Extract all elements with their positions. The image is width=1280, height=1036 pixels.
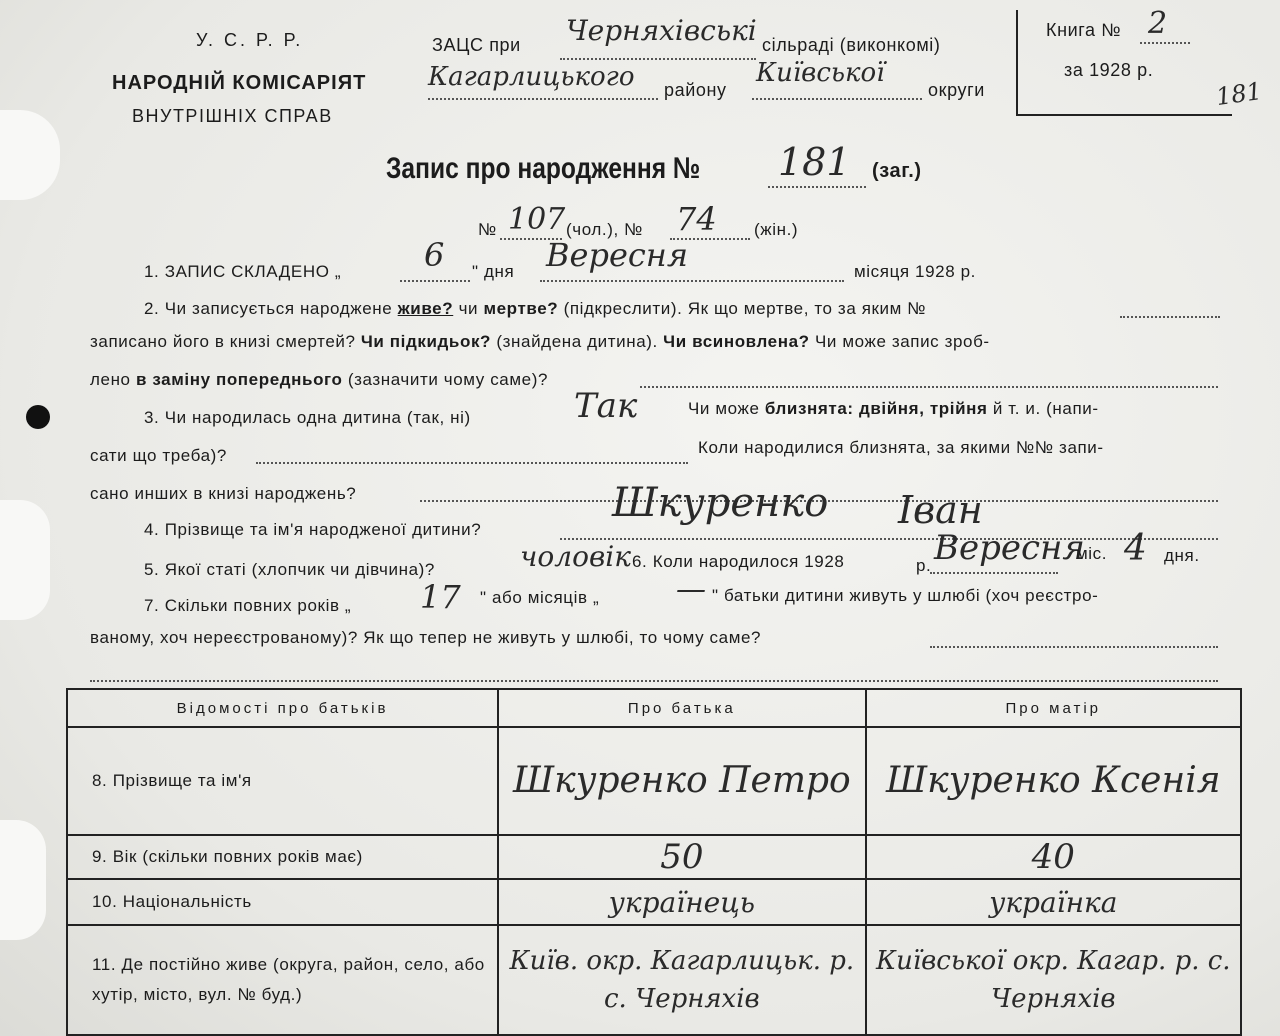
item7-line2: ваному, хоч нереєстрованому)? Як що тепер не живуть у шлюбі, то чому саме? [90, 628, 762, 647]
district-line [428, 98, 658, 100]
birth-month-line [930, 572, 1058, 574]
parents-info-table [66, 688, 1242, 1036]
item1-day-handwritten: 6 [424, 236, 445, 274]
father-nationality-handwritten: українець [498, 879, 865, 925]
item7-line3-dots [90, 680, 1218, 682]
column-header: Відомості про батьків [67, 689, 498, 727]
book-year: за 1928 р. [1064, 60, 1154, 80]
item6-dnya: дня. [1164, 546, 1200, 565]
mother-name-handwritten: Шкуренко Ксенія [866, 727, 1241, 835]
item1-label: 1. ЗАПИС СКЛАДЕНО „ [144, 262, 342, 281]
alive-option: живе? [397, 299, 454, 318]
child-sex-handwritten: чоловік [520, 540, 631, 573]
table-row [67, 727, 1241, 835]
item6-label: 6. Коли народилося 1928 [632, 552, 845, 571]
item3-line1-a: 3. Чи народилась одна дитина (так, ні) [144, 408, 471, 427]
record-number-line [768, 186, 866, 188]
item3-line2-dots [256, 462, 688, 464]
table-row [67, 835, 1241, 879]
item2-line1: 2. Чи записується народжене живе? чи мертве? (підкреслити). Як що мертве, то за яким № [144, 299, 927, 318]
item7-tail: " батьки дитини живуть у шлюбі (хоч реєстро- [712, 586, 1099, 605]
column-header: Про батька [498, 689, 865, 727]
father-name-handwritten: Шкуренко Петро [498, 727, 865, 835]
male-number-handwritten: 107 [508, 202, 566, 237]
item7-label: 7. Скільки повних років „ [144, 596, 352, 615]
item3-line1-b: Чи може близнята: двійня, трійня й т. и. (напи- [688, 399, 1099, 418]
mother-nationality-handwritten: українка [866, 879, 1241, 925]
paper-tear [0, 820, 46, 940]
district-handwritten: Кагарлицького [428, 62, 635, 92]
item1-month-handwritten: Вересня [546, 236, 689, 274]
child-surname-handwritten: Шкуренко [612, 480, 829, 526]
punch-hole [26, 405, 50, 429]
header-internal-affairs: ВНУТРІШНІХ СПРАВ [132, 106, 333, 126]
sub-number-label: № [478, 220, 497, 239]
table-header-row [67, 689, 1241, 727]
row-label: 10. Національність [67, 879, 498, 925]
book-label: Книга № [1046, 20, 1122, 40]
item5-label: 5. Якої статі (хлопчик чи дівчина)? [144, 560, 435, 579]
item1-day-line [400, 280, 470, 282]
item2-reason-line [640, 386, 1218, 388]
paper-tear [0, 500, 50, 620]
item4-label: 4. Прізвище та ім'я народженої дитини? [144, 520, 482, 539]
council-label: сільраді (виконкомі) [762, 35, 941, 55]
item3-line2-a: сати що треба)? [90, 446, 227, 465]
item7-mid: " або місяців „ [480, 588, 600, 607]
column-header: Про матір [866, 689, 1241, 727]
item2-death-line [1120, 316, 1220, 318]
table-row [67, 879, 1241, 925]
item6-r: р. [916, 556, 932, 575]
birth-month-handwritten: Вересня [934, 528, 1085, 568]
header-ussr: У. С. Р. Р. [196, 30, 304, 50]
item3-line2-b: Коли народилися близнята, за якими №№ запи- [698, 438, 1104, 457]
book-number-handwritten: 2 [1148, 6, 1168, 41]
child-name-handwritten: Іван [898, 488, 983, 532]
female-label: (жін.) [754, 220, 799, 239]
okruha-handwritten: Київської [756, 58, 885, 88]
marriage-months-handwritten: — [676, 572, 706, 607]
father-residence-handwritten: Київ. окр. Кагарлицьк. р. с. Черняхів [498, 925, 865, 1035]
okruha-label: округи [928, 80, 985, 100]
village-line [560, 58, 756, 60]
item4-line [560, 538, 1218, 540]
item1-day-label: " дня [472, 262, 515, 281]
marriage-years-handwritten: 17 [420, 578, 461, 616]
dead-option: мертве? [483, 299, 559, 318]
item1-month-line [540, 280, 844, 282]
mother-age-handwritten: 40 [866, 835, 1241, 879]
item7-line2-dots [930, 646, 1218, 648]
female-number-handwritten: 74 [676, 200, 717, 238]
mother-residence-handwritten: Київської окр. Кагар. р. с. Черняхів [866, 925, 1241, 1035]
village-handwritten: Черняхівські [566, 14, 757, 47]
row-label: 9. Вік (скільки повних років має) [67, 835, 498, 879]
record-number-handwritten: 181 [778, 140, 851, 184]
male-label: (чол.), № [566, 220, 643, 239]
row-label: 8. Прізвище та ім'я [67, 727, 498, 835]
item3-answer-handwritten: Так [574, 386, 638, 426]
page-title: Запис про народження № [386, 152, 701, 185]
table-row [67, 925, 1241, 1035]
district-label: району [664, 80, 727, 100]
item1-tail: місяця 1928 р. [854, 262, 976, 281]
birth-day-handwritten: 4 [1124, 528, 1147, 569]
zags-label: ЗАЦС при [432, 35, 521, 55]
row-label: 11. Де постійно живе (округа, район, село, або хутір, місто, вул. № буд.) [67, 925, 498, 1035]
item2-line3: лено в заміну попереднього (зазначити чому саме)? [90, 370, 549, 389]
title-suffix: (заг.) [872, 160, 922, 182]
item6-mis: міс. [1076, 544, 1108, 563]
item2-line2: записано його в книзі смертей? Чи підкидьок? (знайдена дитина). Чи всиновлена? Чи може запис зроб- [90, 332, 990, 351]
book-number-line [1140, 42, 1190, 44]
margin-number: 181 [1214, 76, 1264, 112]
okruha-line [752, 98, 922, 100]
father-age-handwritten: 50 [498, 835, 865, 879]
header-commissariat: НАРОДНІЙ КОМІСАРІЯТ [112, 72, 367, 94]
item3-line3: сано инших в книзі народжень? [90, 484, 357, 503]
